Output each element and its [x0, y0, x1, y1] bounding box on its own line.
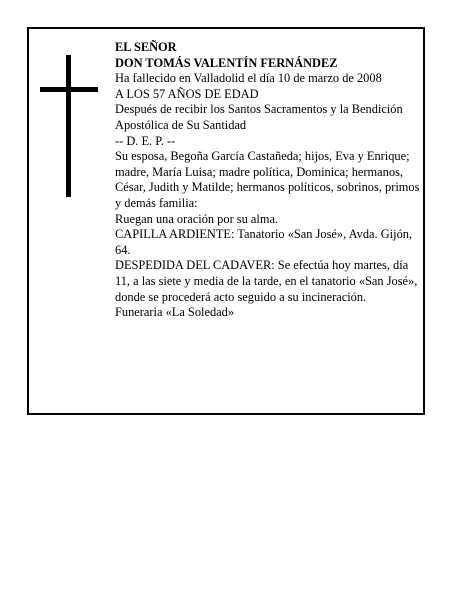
prayer-request: Ruegan una oración por su alma. [115, 211, 279, 226]
sacraments-text: Después de recibir los Santos Sacramentos y la Bendición Apostólica de Su Santidad [115, 102, 403, 132]
rip-text: -- D. E. P. -- [115, 133, 176, 148]
heading-title: EL SEÑOR [115, 40, 177, 54]
cross-vertical-bar [66, 55, 71, 197]
death-statement: Ha fallecido en Valladolid el día 10 de marzo de 2008 [115, 71, 382, 86]
cross-horizontal-bar [40, 87, 98, 92]
farewell-text: DESPEDIDA DEL CADAVER: Se efectúa hoy martes, día 11, a las siete y media de la tarde, en el tanatorio «San José», donde se procederá acto seguido a su incineración. [115, 258, 418, 304]
notice-text [115, 40, 423, 321]
cross-icon [40, 55, 98, 197]
chapel-text: CAPILLA ARDIENTE: Tanatorio «San José», Avda. Gijón, 64. [115, 227, 413, 257]
obituary-notice [27, 27, 425, 415]
family-text: Su esposa, Begoña García Castañeda; hijos, Eva y Enrique; madre, María Luisa; madre política, Dominica; hermanos, César, Judith y Matilde; hermanos políticos, sobrinos, primos y demás familia: [115, 149, 420, 210]
age-statement: A LOS 57 AÑOS DE EDAD [115, 86, 259, 101]
deceased-name: DON TOMÁS VALENTÍN FERNÁNDEZ [115, 55, 338, 70]
funeral-home: Funeraria «La Soledad» [115, 305, 235, 320]
